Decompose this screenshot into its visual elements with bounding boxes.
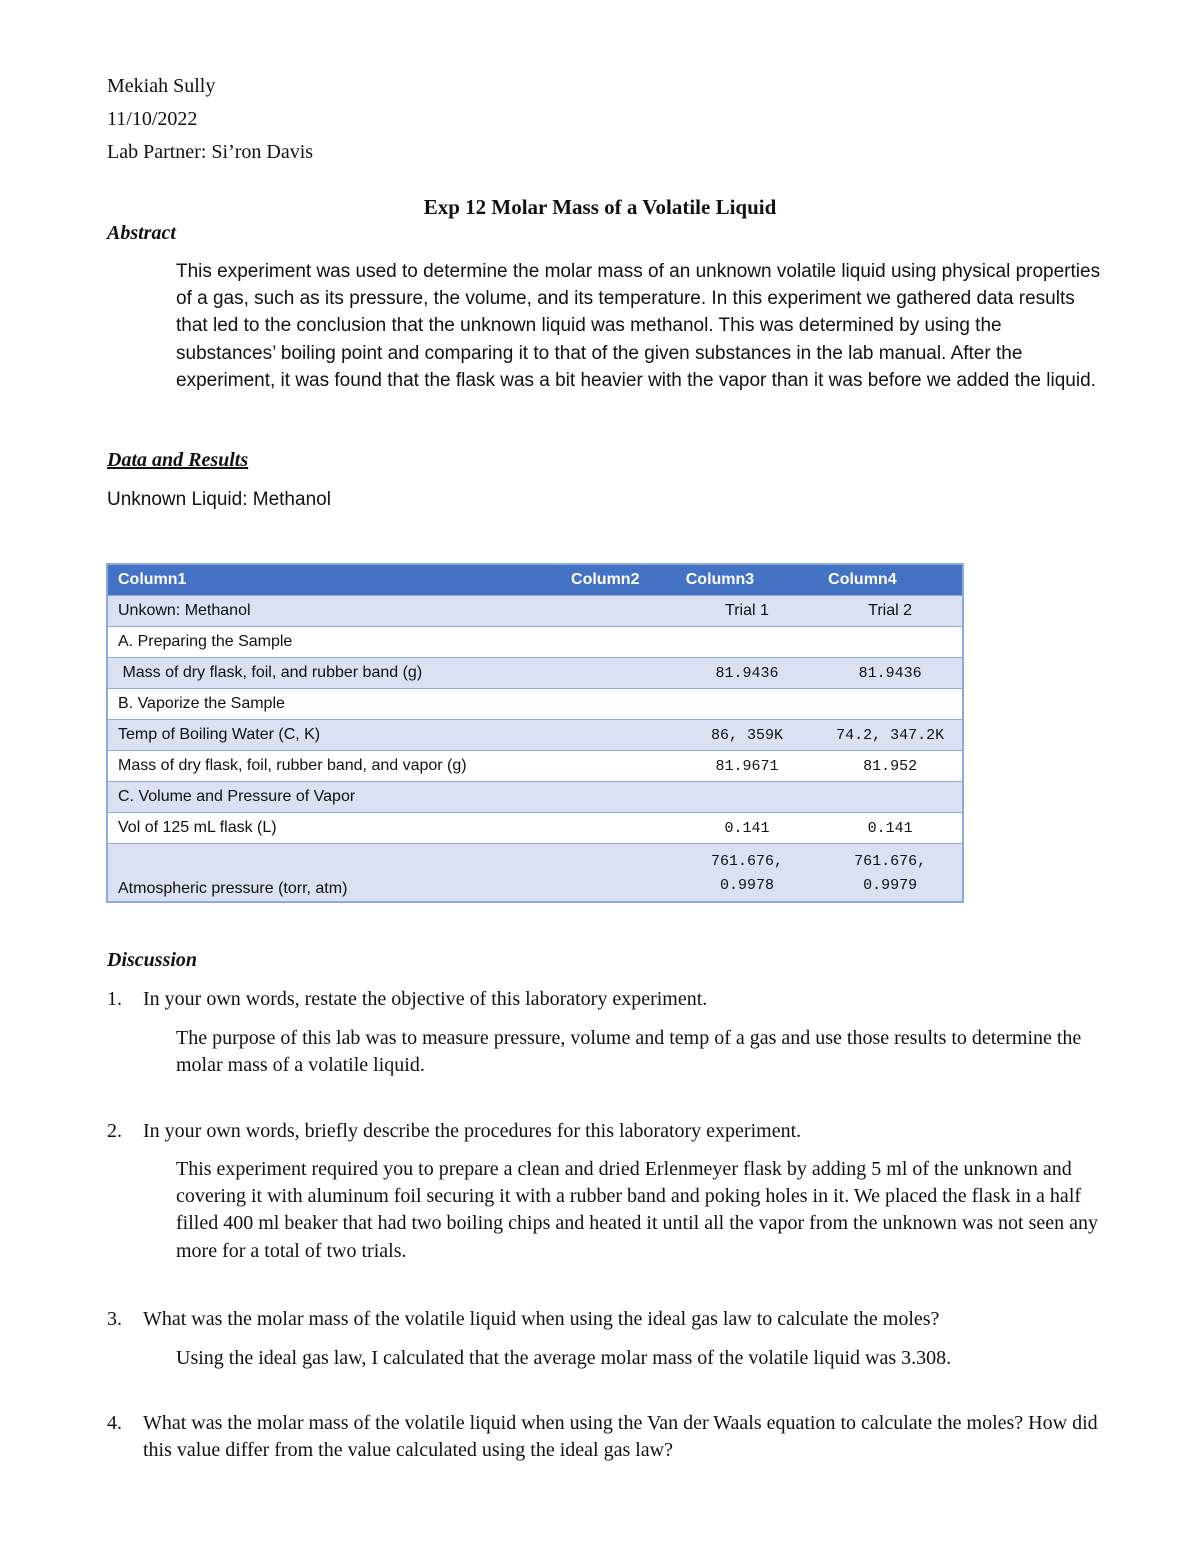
value-line: 761.676, xyxy=(854,853,927,870)
value-line: 0.9979 xyxy=(863,877,918,894)
table-cell-value: 81.9671 xyxy=(676,751,818,782)
table-row xyxy=(107,751,963,782)
value-line: 761.676, xyxy=(710,853,783,870)
answer-text: This experiment required you to prepare a clean and dried Erlenmeyer flask by adding 5 ml of the unknown and covering it with aluminum foil securing it with a rubber band and poking holes in it. We placed the flask in a half filled 400 ml beaker that had two boiling chips and heated it until all the vapor from the unknown was not seen any more for a total of two trials. xyxy=(176,1158,1099,1262)
table-header-cell: Column1 xyxy=(107,564,561,596)
table-header-cell: Column3 xyxy=(676,564,818,596)
table-cell-label: Mass of dry flask, foil, rubber band, and vapor (g) xyxy=(107,751,561,782)
table-row xyxy=(107,813,963,844)
question-number: 1. xyxy=(107,988,122,1010)
table-cell-label: Temp of Boiling Water (C, K) xyxy=(107,720,561,751)
table-cell-value: 86, 359K xyxy=(676,720,818,751)
table-cell-value xyxy=(676,844,818,903)
table-cell xyxy=(561,720,676,751)
table-row xyxy=(107,689,963,720)
table-cell xyxy=(561,844,676,903)
table-cell xyxy=(561,596,676,627)
table-cell-value: 81.9436 xyxy=(818,658,963,689)
table-cell-value: 81.9436 xyxy=(676,658,818,689)
table-cell-label: A. Preparing the Sample xyxy=(107,627,561,658)
author-name: Mekiah Sully xyxy=(107,75,216,97)
table-cell-value: 81.952 xyxy=(818,751,963,782)
table-cell-value: 0.141 xyxy=(818,813,963,844)
table-cell-label: Mass of dry flask, foil, and rubber band (g) xyxy=(107,658,561,689)
table-cell xyxy=(561,658,676,689)
table-cell-trial: Trial 2 xyxy=(818,596,963,627)
table-cell xyxy=(818,689,963,720)
table-cell-label: C. Volume and Pressure of Vapor xyxy=(107,782,561,813)
table-row xyxy=(107,844,963,903)
question-number: 3. xyxy=(107,1308,122,1330)
table-cell xyxy=(561,689,676,720)
table-cell xyxy=(561,782,676,813)
table-cell xyxy=(676,689,818,720)
question-number: 4. xyxy=(107,1412,122,1434)
abstract-text: This experiment was used to determine the molar mass of an unknown volatile liquid using physical properties of a gas, such as its pressure, the volume, and its temperature. In this experiment we gathered data results that led to the conclusion that the unknown liquid was methanol. This was determined by using the substances’ boiling point and comparing it to that of the given substances in the lab manual. After the experiment, it was found that the flask was a bit heavier with the vapor than it was before we added the liquid. xyxy=(176,261,1101,391)
table-cell xyxy=(561,751,676,782)
table-header-cell: Column2 xyxy=(561,564,676,596)
table-cell-label: Unkown: Methanol xyxy=(107,596,561,627)
table-cell xyxy=(818,627,963,658)
table-row xyxy=(107,658,963,689)
table-cell-trial: Trial 1 xyxy=(676,596,818,627)
table-cell-label: Atmospheric pressure (torr, atm) xyxy=(107,844,561,903)
question-text: In your own words, briefly describe the procedures for this laboratory experiment. xyxy=(143,1120,802,1142)
table-cell-label: B. Vaporize the Sample xyxy=(107,689,561,720)
question-text: What was the molar mass of the volatile liquid when using the Van der Waals equation to calculate the moles? How did this value differ from the value calculated using the ideal gas law? xyxy=(143,1412,1098,1462)
table-cell xyxy=(676,627,818,658)
table-row xyxy=(107,720,963,751)
report-date: 11/10/2022 xyxy=(107,108,198,130)
answer-text: The purpose of this lab was to measure pressure, volume and temp of a gas and use those results to determine the molar mass of a volatile liquid. xyxy=(176,1027,1082,1077)
question-text: What was the molar mass of the volatile liquid when using the ideal gas law to calculate the moles? xyxy=(143,1308,940,1330)
data-table xyxy=(106,563,964,903)
table-cell-label: Vol of 125 mL flask (L) xyxy=(107,813,561,844)
table-cell xyxy=(561,813,676,844)
unknown-liquid-line: Unknown Liquid: Methanol xyxy=(107,489,331,510)
table-cell-value xyxy=(818,844,963,903)
lab-partner: Lab Partner: Si’ron Davis xyxy=(107,141,314,163)
table-header-row xyxy=(107,564,963,596)
table-row xyxy=(107,782,963,813)
table-row xyxy=(107,596,963,627)
table-cell-value: 74.2, 347.2K xyxy=(818,720,963,751)
table-cell-value: 0.141 xyxy=(676,813,818,844)
table-cell xyxy=(818,782,963,813)
question-text: In your own words, restate the objective of this laboratory experiment. xyxy=(143,988,708,1010)
document-title: Exp 12 Molar Mass of a Volatile Liquid xyxy=(423,195,777,219)
table-row xyxy=(107,627,963,658)
data-results-heading: Data and Results xyxy=(107,449,249,471)
abstract-heading: Abstract xyxy=(107,222,176,244)
value-line: 0.9978 xyxy=(719,877,774,894)
table-cell xyxy=(676,782,818,813)
table-header-cell: Column4 xyxy=(818,564,963,596)
discussion-heading: Discussion xyxy=(107,949,198,971)
question-number: 2. xyxy=(107,1120,122,1142)
answer-text: Using the ideal gas law, I calculated that the average molar mass of the volatile liquid was 3.308. xyxy=(176,1347,952,1369)
table-cell xyxy=(561,627,676,658)
